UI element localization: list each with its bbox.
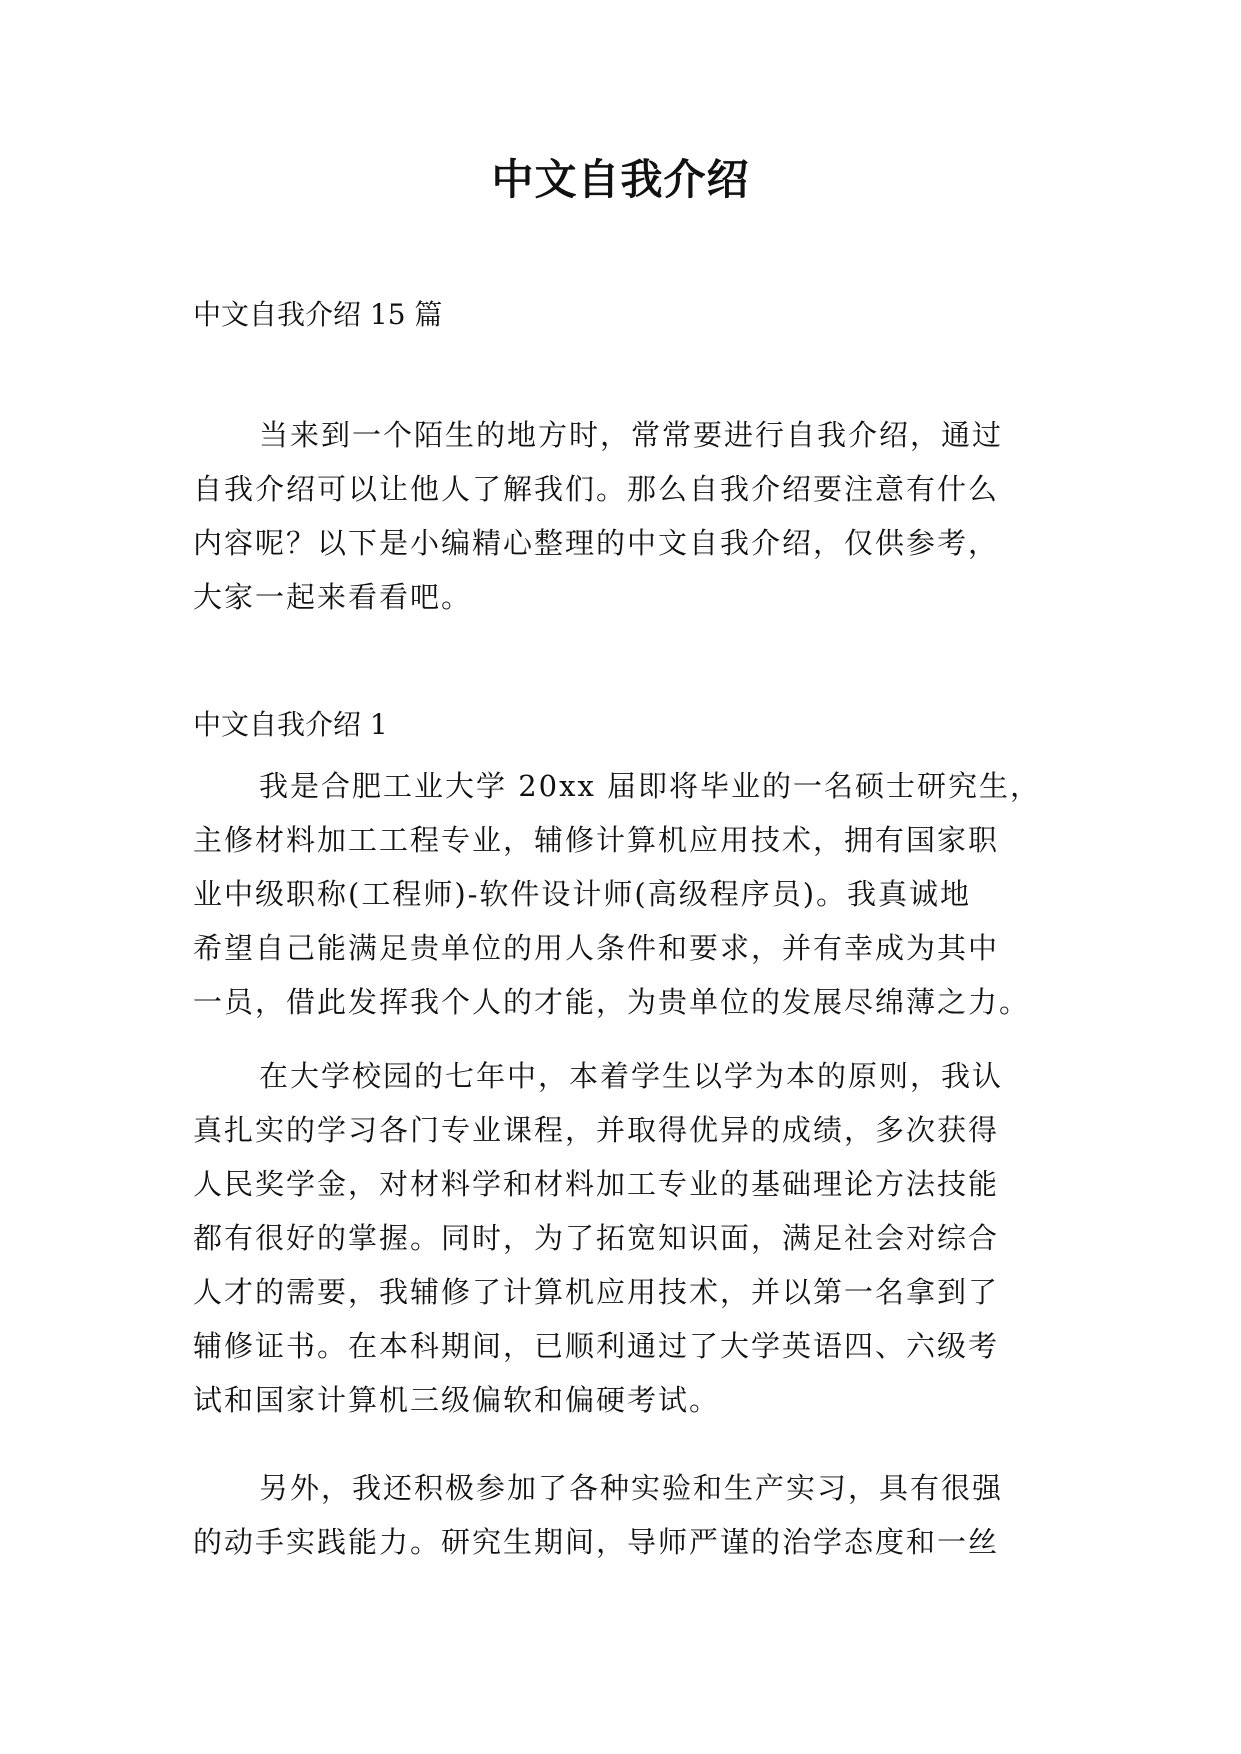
intro-paragraph <box>193 408 1053 624</box>
intro-line: 当来到一个陌生的地方时，常常要进行自我介绍，通过 <box>259 418 1004 452</box>
paragraph-line: 我是合肥工业大学 20xx 届即将毕业的一名硕士研究生， <box>259 769 1042 803</box>
paragraph-line: 人才的需要，我辅修了计算机应用技术，并以第一名拿到了 <box>193 1275 1000 1309</box>
paragraph-line: 试和国家计算机三级偏软和偏硬考试。 <box>193 1383 721 1417</box>
intro-line: 大家一起来看看吧。 <box>193 580 473 614</box>
paragraph-line: 另外，我还积极参加了各种实验和生产实习，具有很强 <box>259 1471 1004 1505</box>
intro-line: 自我介绍可以让他人了解我们。那么自我介绍要注意有什么 <box>193 472 1000 506</box>
intro-line: 内容呢？以下是小编精心整理的中文自我介绍，仅供参考， <box>193 526 1000 560</box>
paragraph-line: 辅修证书。在本科期间，已顺利通过了大学英语四、六级考 <box>193 1329 1000 1363</box>
document-title: 中文自我介绍 <box>491 155 750 204</box>
body-paragraph-2 <box>193 1049 1053 1427</box>
paragraph-line: 真扎实的学习各门专业课程，并取得优异的成绩，多次获得 <box>193 1113 1000 1147</box>
paragraph-line: 在大学校园的七年中，本着学生以学为本的原则，我认 <box>259 1059 1004 1093</box>
paragraph-line: 人民奖学金，对材料学和材料加工专业的基础理论方法技能 <box>193 1167 1000 1201</box>
paragraph-line: 一员，借此发挥我个人的才能，为贵单位的发展尽绵薄之力。 <box>193 985 1031 1019</box>
paragraph-line: 希望自己能满足贵单位的用人条件和要求，并有幸成为其中 <box>193 931 1000 965</box>
paragraph-line: 都有很好的掌握。同时，为了拓宽知识面，满足社会对综合 <box>193 1221 1000 1255</box>
document-subtitle: 中文自我介绍 15 篇 <box>193 298 443 331</box>
paragraph-line: 主修材料加工工程专业，辅修计算机应用技术，拥有国家职 <box>193 823 1000 857</box>
section-heading: 中文自我介绍 1 <box>193 708 388 741</box>
paragraph-line: 的动手实践能力。研究生期间，导师严谨的治学态度和一丝 <box>193 1525 1000 1559</box>
paragraph-line: 业中级职称(工程师)-软件设计师(高级程序员)。我真诚地 <box>193 877 972 911</box>
body-paragraph-3 <box>193 1461 1053 1569</box>
body-paragraph-1 <box>193 759 1053 1029</box>
